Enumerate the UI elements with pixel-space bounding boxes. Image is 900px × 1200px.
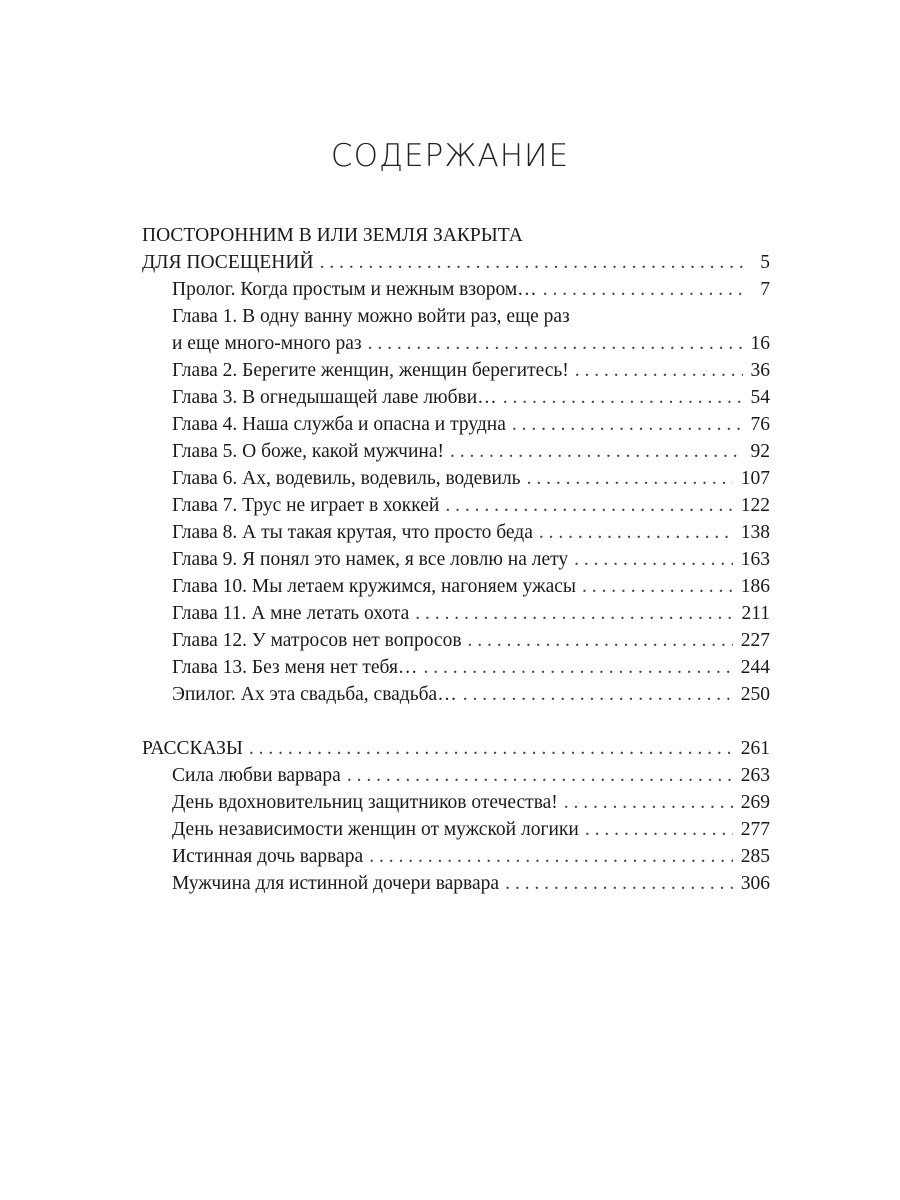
dot-leader [463, 681, 733, 708]
toc-page-number: 163 [740, 549, 770, 570]
dot-leader [582, 573, 733, 600]
toc-entry-title: Мужчина для истинной дочери варвара [172, 873, 500, 894]
toc-entry-title: Глава 9. Я понял это намек, я все ловлю на лету [172, 549, 569, 570]
toc-entry-chapter-2[interactable] [142, 357, 770, 384]
dot-leader [512, 411, 743, 438]
toc-page-number: 122 [740, 495, 770, 516]
toc-entry-epilogue[interactable] [142, 681, 770, 708]
toc-entry-title: Пролог. Когда простым и нежным взором… [172, 279, 537, 300]
toc-page-number: 92 [750, 441, 770, 462]
toc-part-title-line1: ПОСТОРОННИМ В ИЛИ ЗЕМЛЯ ЗАКРЫТА [142, 225, 523, 246]
toc-entry-story-4[interactable] [142, 843, 770, 870]
dot-leader [368, 330, 743, 357]
dot-leader [527, 465, 733, 492]
toc-entry-title-line1: Глава 1. В одну ванну можно войти раз, еще раз [172, 306, 570, 327]
toc-entry-chapter-8[interactable] [142, 519, 770, 546]
toc-page-number: 269 [740, 792, 770, 813]
dot-leader [503, 384, 743, 411]
toc-entry-chapter-11[interactable] [142, 600, 770, 627]
dot-leader [574, 546, 733, 573]
toc-page-number: 285 [740, 846, 770, 867]
toc-page-number: 277 [740, 819, 770, 840]
toc-page-number: 263 [740, 765, 770, 786]
toc-entry-title: Глава 3. В огнедышащей лаве любви… [172, 387, 497, 408]
toc-entry-title: Глава 6. Ах, водевиль, водевиль, водевиль [172, 468, 521, 489]
toc-page-number: 227 [740, 630, 770, 651]
toc-entry-chapter-3[interactable] [142, 384, 770, 411]
toc-entry-chapter-9[interactable] [142, 546, 770, 573]
toc-entry-chapter-1[interactable] [142, 303, 770, 357]
toc-page-number: 306 [740, 873, 770, 894]
toc-entry-title: Эпилог. Ах эта свадьба, свадьба… [172, 684, 457, 705]
toc-entry-title: Глава 7. Трус не играет в хоккей [172, 495, 440, 516]
toc-entry-title: Глава 4. Наша служба и опасна и трудна [172, 414, 506, 435]
toc-entry-title: Глава 11. А мне летать охота [172, 603, 410, 624]
dot-leader [468, 627, 733, 654]
toc-page-number: 16 [750, 333, 770, 354]
toc-entry-title: Глава 10. Мы летаем кружимся, нагоняем ужасы [172, 576, 576, 597]
toc-entry-chapter-6[interactable] [142, 465, 770, 492]
toc-page-number: 138 [740, 522, 770, 543]
toc-entry-title: Сила любви варвара [172, 765, 341, 786]
toc-entry-title: Истинная дочь варвара [172, 846, 364, 867]
table-of-contents [142, 222, 770, 897]
toc-entry-title: Глава 13. Без меня нет тебя… [172, 657, 418, 678]
dot-leader [320, 249, 744, 276]
toc-entry-title: Глава 2. Берегите женщин, женщин берегитесь! [172, 360, 569, 381]
toc-entry-title: День независимости женщин от мужской логики [172, 819, 579, 840]
toc-page-number: 54 [750, 387, 770, 408]
toc-page-number: 244 [740, 657, 770, 678]
toc-entry-title: Глава 12. У матросов нет вопросов [172, 630, 462, 651]
toc-entry-story-1[interactable] [142, 762, 770, 789]
page-title: СОДЕРЖАНИЕ [330, 138, 570, 174]
toc-entry-chapter-12[interactable] [142, 627, 770, 654]
toc-page-number: 186 [740, 576, 770, 597]
toc-entry-title: Глава 8. А ты такая крутая, что просто беда [172, 522, 533, 543]
dot-leader [575, 357, 743, 384]
toc-page-number: 36 [750, 360, 770, 381]
toc-entry-title: Глава 5. О боже, какой мужчина! [172, 441, 444, 462]
toc-entry-story-3[interactable] [142, 816, 770, 843]
toc-entry-prologue[interactable] [142, 276, 770, 303]
dot-leader [347, 762, 733, 789]
toc-entry-title: День вдохновительниц защитников отечества! [172, 792, 558, 813]
toc-entry-story-2[interactable] [142, 789, 770, 816]
toc-entry-chapter-5[interactable] [142, 438, 770, 465]
dot-leader [445, 492, 732, 519]
dot-leader [423, 654, 732, 681]
toc-entry-chapter-4[interactable] [142, 411, 770, 438]
toc-page-number: 76 [750, 414, 770, 435]
toc-page-number: 261 [740, 738, 770, 759]
dot-leader [249, 735, 733, 762]
dot-leader [450, 438, 743, 465]
toc-part-title: РАССКАЗЫ [142, 738, 243, 759]
dot-leader [415, 600, 733, 627]
toc-part-2[interactable] [142, 735, 770, 762]
toc-page-number: 5 [760, 252, 770, 273]
toc-page-number: 211 [741, 603, 770, 624]
dot-leader [585, 816, 733, 843]
dot-leader [505, 870, 733, 897]
toc-entry-chapter-10[interactable] [142, 573, 770, 600]
dot-leader [369, 843, 733, 870]
toc-entry-chapter-7[interactable] [142, 492, 770, 519]
toc-entry-chapter-13[interactable] [142, 654, 770, 681]
toc-part-1[interactable] [142, 222, 770, 276]
toc-part-title-line2: ДЛЯ ПОСЕЩЕНИЙ [142, 252, 314, 273]
dot-leader [543, 276, 744, 303]
dot-leader [564, 789, 733, 816]
toc-page-number: 107 [740, 468, 770, 489]
dot-leader [539, 519, 733, 546]
toc-page-number: 7 [760, 279, 770, 300]
toc-page-number: 250 [740, 684, 770, 705]
toc-entry-title-line2: и еще много-много раз [172, 333, 362, 354]
toc-entry-story-5[interactable] [142, 870, 770, 897]
